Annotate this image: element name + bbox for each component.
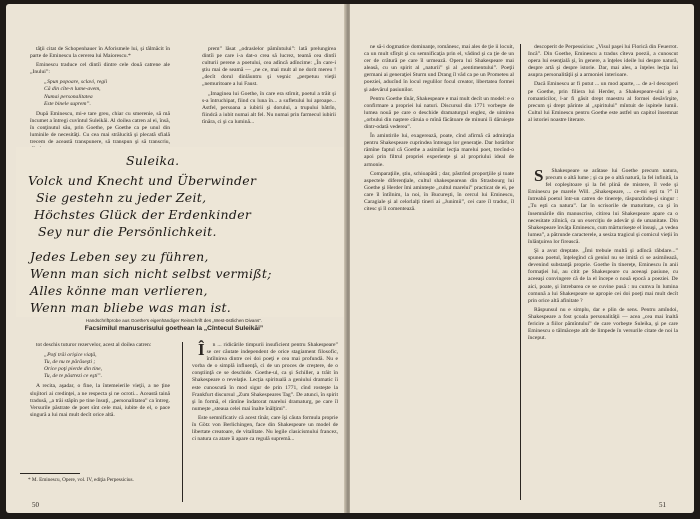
right-page [350, 4, 694, 513]
paragraph: Comparaţiile, ştiu, schioapătă ; dar, păstrînd proporţiile şi toate aspectele diferenţiale, cultul shakespearean din Strasbourg lui Goethe şi Herder îmi aminteşte „cultul marelui” practicat de ei, pe care îl întîlnim, la noi, în Bucureşti, în cercul lui Eminescu, Caragiale şi al celorlalţi tineri ai „Junimii”, cei care îl traduc, îl citesc şi îl comentează. [364, 170, 514, 213]
facsimile-source-caption: Handschriftprobe aus Goethe's eigenhändiger Reinschrift des „West-östlichen Divans”. [85, 318, 263, 323]
manuscript-line: Alles könne man verlieren, [30, 283, 208, 298]
manuscript-facsimile [16, 147, 344, 317]
paragraph: În amintirile lui, exagerează, poate, cînd afirmă că admiraţia pentru Shakespeare cuprindea întreaga lor generaţie. Dar hotărîtor rămîne faptul că Goethe a asimilat lecţia marelui poet, trecînd-o apoi prin filtrul propriei experienţe şi al propriului ideal de armonie. [364, 133, 514, 168]
manuscript-line: Sey nur die Persönlichkeit. [38, 224, 217, 239]
paragraph: Dacă Eminescu ar fi putut ... un mod aparte, ... de a-l descoperi pe Goethe, prin filiera lui Herder, a Shakespeare-ului şi a romanticilor, l-ar fi găsit drept maestru al formei desăvîrşite, precum şi drept părinte al „spiritului” mîntuit de ispitele lumii. Cultul lui Eminescu pentru Goethe este astfel un capitol însemnat al istoriei noastre literare. [528, 81, 678, 123]
paragraph: tăţii citat de Schopenhauer în Aforismele lui, şi tălmăcit în parte de Eminescu la cererea lui Maiorescu.* [30, 46, 170, 60]
paragraph [528, 168, 678, 246]
verse: „Poţi trăi orişice viaţă, Tu, de nu te părăseşti ; Orice poţi pierde din tine, Tu, de te păstrezi ce eşti”. [44, 352, 103, 380]
paragraph: ne să-i dogmatice dominanţe, românesc, mai ales de ţie ii locuit, ca un mult sfîrşit şi cu semnificaţia prin el, vădind şi ca ţie de un cer de crătură pe care îl urmează. Opera lui Shakespeare mai aleasă, cu un spirit al „naturii” şi al „sentimentului”. Poeţii germani ai generaţiei Sturm und Drang îl văd ca pe un Prometeu al poeziei, aducînd în locul regulilor focul creator, libertatea formei şi adevărul pasiunilor. [364, 44, 514, 93]
paragraph: A recita, aşadar, o fine, la întemeierile vieţii, a ne ţine slujitori ai credinţei, a ne respecta şi ne ocroti... Această taină tradusă, „a trăi stăpîn pe tine însuţi, „personalitatea” ca întreg. Versurile păstrate de poet sînt cele mai, iubite de el, o pace singură a lui mai mult decît orice altă. [30, 383, 170, 418]
manuscript-line: Suleika. [126, 153, 180, 168]
right-col2-bottom [528, 168, 678, 500]
paragraph: prem” lăsat „odraslelor pămîntului”: lată prelungirea dintîi pe care i-a dat-o crea să lucrez, teamă cea dintîi culturii perene a poetului, cea adîncă adîncime: „În care-i ştiu mai de seamă — „ne ce, mai mult al ne dorit mereu ! „decît dorul dinlăuntru şi veşnic „perpetuu vieţii „nemuritoare a lui Faust. [202, 46, 336, 88]
left-col2-top [202, 46, 336, 146]
paragraph: tot deschis tuturor rezervelor, acest al doilea catren: [36, 342, 152, 348]
footnote-text: * M. Eminescu, Opere, vol. IV, ediţia Perpessicius. [28, 477, 134, 483]
paragraph: „Imaginea lui Goethe, în care era stîrnit, poetul a trăit şi s-a întruchipat, fiind cu luna în... a sufletului lui aproape... Astfel, persoana a iubirii şi dorului, a trupului bătrîn, fiindcă a iubit numai alt fel. Nu numai prin farmecul iubirii tînăra, ci şi ca lumină... [202, 90, 336, 125]
manuscript-line: Wenn man bliebe was man ist. [30, 300, 232, 315]
facsimile-title: Facsimilul manuscrisului goethean la „Cîntecul Suleikăi” [84, 325, 264, 332]
paragraph: descoperit de Perpessicius: „Visul paşei lui Florică din Feuerrot. Incă”. Din Goethe, Eminescu a tradus cîteva poezii, a cunoscut opera lui esenţială şi, în genere, a înţeles ideile lui despre natură, despre artă şi despre istorie. Dar, mai ales, a înţeles lecţia lui asupra personalităţii şi a armoniei interioare. [528, 44, 678, 79]
verse: „Spun popoare, sclavi, regii Că din cîte-n lume-avem, Numai personalitatea Este binele suprem”. [44, 79, 108, 107]
left-col1-top [30, 46, 170, 146]
drop-cap: S [534, 166, 544, 185]
manuscript-line: Jedes Leben sey zu führen, [30, 249, 209, 264]
left-page [6, 4, 346, 513]
column-rule [520, 44, 521, 500]
footnote-rule [20, 473, 80, 474]
paragraph: După Eminescu, mi-e tare greu, chiar cu smerenie, să mă încumet a întregi cuvîntul Suleikăi. Al doilea catren al ei, însă, în conţinutul său, prin Goethe, pe Goethe ca pe unul din luminile de necesităţi. Cu cea mai strălucită şi plecată sfială trecem de această transpunere, să transpun şi să transcriu, [30, 110, 170, 146]
column-rule [182, 342, 183, 502]
paragraph: Răspunsul nu e simplu, dar e plin de sens. Pentru amîndoi, Shakespeare a fost şcoala personalităţii — acea „cea mai înaltă fericire a fiilor pămîntului” de care vorbeşte Suleika, şi pe care Eminescu o tălmăceşte atît de limpede în versurile citate de noi la început. [528, 306, 678, 342]
page-number: 51 [659, 501, 666, 509]
paragraph-text: n ... ridicările timpurii insuficient pentru Shakespeare” se cer căutate independent de orice stagiament filosofic, întîlnirea dintre cei doi poeţi e cea mai profundă. Nu e vorba de o simplă influenţă, ci de un proces de creştere, de o conştiinţă ce se deschide. Goethe-ul, ca şi Schiller, a trăit în Shakespeare o revelaţie. Lecţia spirituală a geniului dramatic îi este cunoscută în mod sigur de prin 1771, cînd rosteşte la Frankfurt discursul „Zum Shakespeares Tag”. De atunci, în spirit şi în formă, el rămîne îndatorat marelui dramaturg, pe care îl numeşte „steaua celei mai înalte înălţimi”. [192, 342, 338, 412]
paragraph-text: Shakespeare se arătase lui Goethe precum natura, precum o altă lume ; şi ca pe o altă natură, la fel infinită, la fel copleşitoare şi la fel plină de mistere, îl vede şi Eminescu pe marele Will. „Shakespeare, ... ce-mi eşti tu ?” îl întreabă poetul într-un catren de tinereţe, răspunzîndu-şi singur : „Tu eşti ca natura”. Iar în scrisorile de maturitate, ca şi în însemnările din manuscrise, citirea lui Shakespeare apare ca o necesitate zilnică, ca un exerciţiu de adevăr şi de umanitate. Din Shakespeare învăţa Eminescu, cum mărturiseşte el însuşi, „a vedea lumea”, a pătrunde caracterele, a sesiza tragicul şi comicul vieţii în înlănţuirea lor firească. [528, 168, 678, 245]
paragraph [192, 342, 338, 413]
right-col1 [364, 44, 514, 312]
manuscript-line: Höchstes Glück der Erdenkinder [34, 207, 252, 222]
right-col2-top [528, 44, 678, 164]
paragraph: Şi a avut dreptate. „Îmi trebuie multă şi adîncă răbdare...” spunea poetul, înţelegînd că geniul nu se imită ci se asimilează, devenind substanţă proprie. Goethe în tinereţe, Eminescu în anii formaţiei lui, au citit pe Shakespeare cu aceeaşi pasiune, cu aceeaşi convingere că de la el începe o nouă epocă a poeziei. De aici, poate, şi întrebarea ce se cuvine pusă : nu cumva în lumina comună a lui Shakespeare se apropie cei doi poeţi mai mult decît prin orice altă afinitate ? [528, 248, 678, 304]
paragraph: Eminescu traduce cel dintîi dintre cele două catrene ale „Inului”: [30, 62, 170, 76]
manuscript-line: Sie gestehn zu jeder Zeit, [36, 190, 207, 205]
drop-cap: Î [198, 340, 205, 359]
page-number: 50 [32, 501, 39, 509]
manuscript-line: Volck und Knecht und Überwinder [28, 173, 257, 188]
manuscript-line: Wenn man sich nicht selbst vermißt; [30, 266, 272, 281]
paragraph: Este semnificativ că acest tînăr, care îşi căuta formula proprie în Götz von Berlichingen, face din Shakespeare un model de libertate creatoare, de vitalitate. Nu legile clasicismului francez, ci natura ca atare îi apare ca regulă supremă... [192, 414, 338, 443]
paragraph: Pentru Goethe tînăr, Shakespeare e mai mult decît un model: e o confirmare a propriei lui naturi. Discursul din 1771 vorbeşte de lumea nouă pe care o deschide dramaturgul englez, de uimirea „orbului din naştere căruia o mînă făcătoare de minuni îi dăruieşte dintr-odată vederea”. [364, 95, 514, 131]
left-col2-bottom [192, 342, 338, 502]
footnote [20, 477, 170, 484]
left-col1-bottom [30, 342, 170, 472]
